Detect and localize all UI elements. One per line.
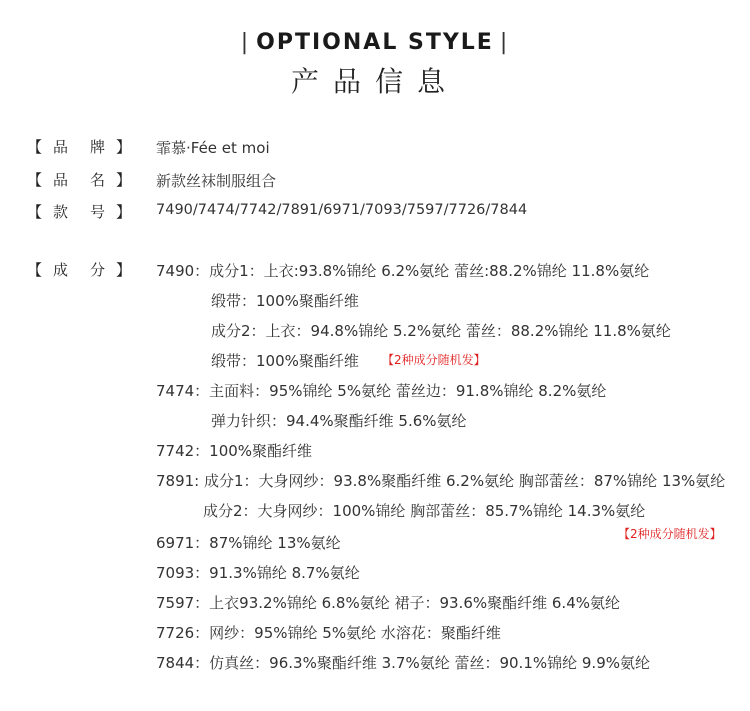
label-char: 名 [90, 171, 106, 189]
composition-line: 弹力针织：94.4%聚酯纤维 5.6%氨纶 [211, 412, 467, 430]
composition-line: 缎带：100%聚酯纤维 [211, 352, 359, 370]
brand-value: 霏慕·Fée et moi [156, 139, 270, 157]
label-brand [27, 136, 131, 157]
composition-line: 缎带：100%聚酯纤维 [211, 292, 359, 310]
label-char: 款 [53, 203, 69, 221]
label-char: 品 [53, 171, 69, 189]
bracket-close: 】 [116, 203, 132, 221]
composition-line: 7597：上衣93.2%锦纶 6.8%氨纶 裙子：93.6%聚酯纤维 6.4%氨纶 [156, 594, 620, 612]
header-subtitle: 产品信息 [290, 65, 459, 98]
bracket-close: 】 [116, 171, 132, 189]
composition-line: 7844：仿真丝：96.3%聚酯纤维 3.7%氨纶 蕾丝：90.1%锦纶 9.9%氨纶 [156, 654, 650, 672]
header-title-text: OPTIONAL STYLE [256, 30, 494, 55]
label-char: 牌 [90, 138, 106, 156]
label-char: 号 [90, 203, 106, 221]
composition-line: 6971：87%锦纶 13%氨纶 [156, 534, 341, 552]
bracket-close: 】 [116, 138, 132, 156]
bracket-close: 】 [116, 261, 132, 279]
label-char: 成 [53, 261, 69, 279]
header-bar-right: | [499, 30, 510, 55]
composition-line: 7891: 成分1：大身网纱：93.8%聚酯纤维 6.2%氨纶 胸部蕾丝：87%锦纶 13%氨纶 [156, 472, 726, 490]
bracket-open: 【 [27, 138, 43, 156]
model-value: 7490/7474/7742/7891/6971/7093/7597/7726/7844 [156, 202, 528, 218]
bracket-open: 【 [27, 261, 43, 279]
name-value: 新款丝袜制服组合 [156, 172, 277, 190]
random-note: 【2种成分随机发】 [618, 527, 722, 541]
composition-line: 7490：成分1：上衣:93.8%锦纶 6.2%氨纶 蕾丝:88.2%锦纶 11.8%氨纶 [156, 262, 650, 280]
bracket-open: 【 [27, 171, 43, 189]
composition-line: 7742：100%聚酯纤维 [156, 442, 313, 460]
composition-line: 7093：91.3%锦纶 8.7%氨纶 [156, 564, 360, 582]
composition-line: 7726：网纱：95%锦纶 5%氨纶 水溶花：聚酯纤维 [156, 624, 501, 642]
composition-line: 成分2：大身网纱：100%锦纶 胸部蕾丝：85.7%锦纶 14.3%氨纶 [203, 502, 646, 520]
label-model [27, 201, 131, 222]
header-title [0, 30, 750, 55]
random-note: 【2种成分随机发】 [382, 353, 486, 367]
header-bar-left: | [240, 30, 251, 55]
label-composition [27, 259, 131, 280]
label-char: 分 [90, 261, 106, 279]
label-name [27, 169, 131, 190]
bracket-open: 【 [27, 203, 43, 221]
composition-line: 成分2：上衣：94.8%锦纶 5.2%氨纶 蕾丝：88.2%锦纶 11.8%氨纶 [211, 322, 671, 340]
composition-line: 7474：主面料：95%锦纶 5%氨纶 蕾丝边：91.8%锦纶 8.2%氨纶 [156, 382, 607, 400]
label-char: 品 [53, 138, 69, 156]
